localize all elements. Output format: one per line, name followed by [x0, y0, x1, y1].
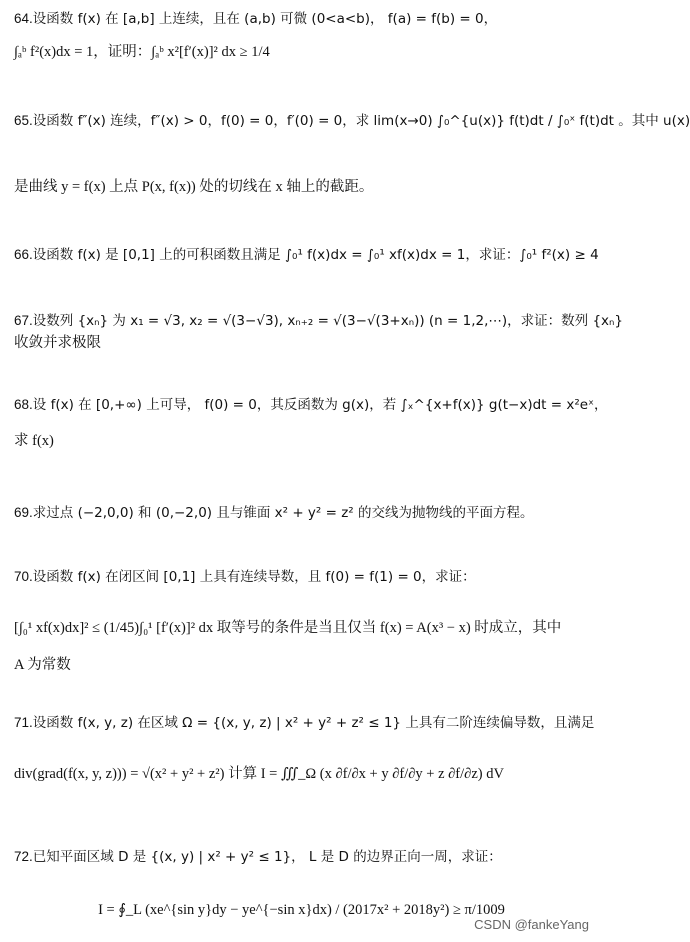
problem-69 — [14, 502, 589, 524]
problem-number: 64. — [14, 11, 33, 26]
problem-68 — [14, 394, 608, 452]
problem-text: div(grad(f(x, y, z))) = √(x² + y² + z²) 计算 I = ∭_Ω (x ∂f/∂x + y ∂f/∂y + z ∂f/∂z) dV — [14, 766, 504, 782]
watermark: CSDN @fankeYang — [474, 917, 589, 932]
problem-64 — [14, 8, 589, 74]
problem-text: 已知平面区域 D 是 {(x, y) | x² + y² ≤ 1}， L 是 D 的边界正向一周，求证： — [32, 849, 502, 865]
problem-number: 68. — [14, 397, 33, 412]
problem-66 — [14, 244, 599, 266]
problem-text: 是曲线 y = f(x) 上点 P(x, f(x)) 处的切线在 x 轴上的截距。 — [14, 179, 374, 195]
problem-text: 设函数 f(x) 在 [a,b] 上连续，且在 (a,b) 可微 (0<a<b)， f(a) = f(b) = 0， — [32, 11, 498, 27]
problem-number: 65. — [14, 113, 33, 128]
problem-text: 求 f(x) — [14, 433, 54, 449]
problem-text: 设 f(x) 在 [0,+∞) 上可导， f(0) = 0，其反函数为 g(x)，若 ∫ₓ^{x+f(x)} g(t−x)dt = x²eˣ， — [32, 397, 608, 413]
problem-text: 设函数 f(x, y, z) 在区域 Ω = {(x, y, z) | x² + y² + z² ≤ 1} 上具有二阶连续偏导数，且满足 — [32, 715, 595, 731]
problem-number: 67. — [14, 313, 33, 328]
problem-text: 收敛并求极限 — [14, 335, 101, 351]
problem-text: 设函数 f″(x) 连续，f″(x) > 0，f(0) = 0，f′(0) = 0，求 lim(x→0) ∫₀^{u(x)} f(t)dt / ∫₀ˣ f(t)dt 。其中 u(x) — [32, 113, 690, 129]
problem-number: 69. — [14, 505, 33, 520]
problem-text: 设数列 {xₙ} 为 x₁ = √3, x₂ = √(3−√3), xₙ₊₂ = √(3−√(3+xₙ)) (n = 1,2,⋯)，求证：数列 {xₙ} — [32, 313, 623, 329]
problem-67 — [14, 310, 623, 354]
problem-70 — [14, 566, 589, 676]
problem-text: 设函数 f(x) 是 [0,1] 上的可积函数且满足 ∫₀¹ f(x)dx = ∫₀¹ xf(x)dx = 1，求证：∫₀¹ f²(x) ≥ 4 — [32, 247, 599, 263]
problem-text: [∫₀¹ xf(x)dx]² ≤ (1/45)∫₀¹ [f′(x)]² dx 取等号的条件是当且仅当 f(x) = A(x³ − x) 时成立，其中 — [14, 620, 562, 636]
problem-text: I = ∮_L (xe^{sin y}dy − ye^{−sin x}dx) / (2017x² + 2018y²) ≥ π/1009 — [98, 902, 505, 918]
problem-text: ∫ₐᵇ f²(x)dx = 1，证明：∫ₐᵇ x²[f′(x)]² dx ≥ 1/4 — [14, 44, 270, 60]
problem-text: A 为常数 — [14, 657, 71, 673]
problem-65 — [14, 110, 690, 198]
problem-number: 71. — [14, 715, 33, 730]
problem-71 — [14, 712, 595, 796]
problem-number: 70. — [14, 569, 33, 584]
problem-number: 66. — [14, 247, 33, 262]
problem-text: 求过点 (−2,0,0) 和 (0,−2,0) 且与锥面 x² + y² = z² 的交线为抛物线的平面方程。 — [32, 505, 534, 521]
problem-number: 72. — [14, 849, 33, 864]
problem-text: 设函数 f(x) 在闭区间 [0,1] 上具有连续导数，且 f(0) = f(1) = 0，求证： — [32, 569, 476, 585]
